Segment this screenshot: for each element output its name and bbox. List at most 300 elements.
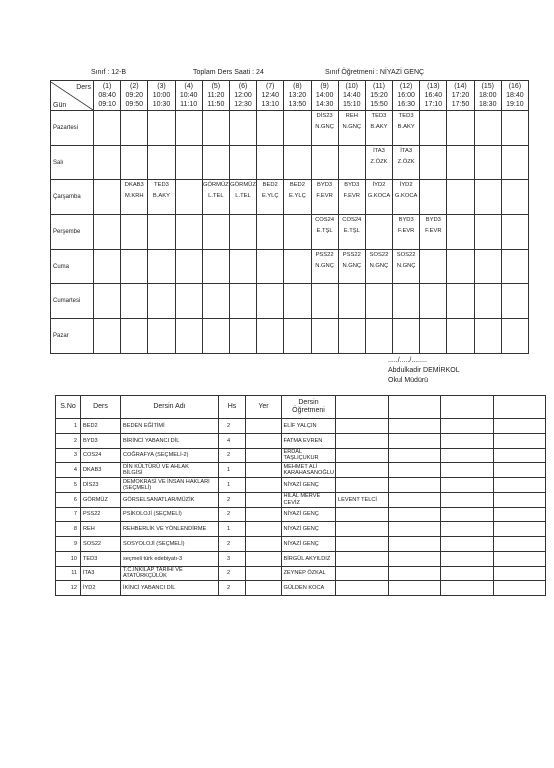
- period-header: [311, 81, 338, 111]
- period-header: [257, 81, 284, 111]
- course-extra-cell: [441, 463, 494, 478]
- period-number: (8): [293, 83, 302, 90]
- lesson-cell: [121, 249, 148, 284]
- course-row: [56, 448, 546, 463]
- period-end-time: 14:30: [315, 101, 334, 108]
- course-teacher-2: [336, 537, 389, 552]
- lesson-code: BYD3: [317, 182, 333, 189]
- period-number: (13): [427, 83, 440, 90]
- lesson-teacher: Z.ÖZK: [397, 158, 415, 165]
- lesson-cell: [447, 319, 474, 354]
- course-code: İYD2: [81, 581, 121, 596]
- course-name: BİRİNCİ YABANCI DİL: [121, 433, 219, 448]
- course-row: [56, 507, 546, 522]
- period-end-time: 10:30: [152, 101, 171, 108]
- lesson-cell: [338, 284, 365, 319]
- lesson-cell: [229, 249, 256, 284]
- period-header: [284, 81, 311, 111]
- lesson-cell: [202, 180, 229, 215]
- period-start-time: 15:20: [370, 92, 388, 99]
- course-extra-cell: [388, 433, 441, 448]
- lesson-code: BYD3: [398, 217, 414, 224]
- course-teacher-2: [336, 522, 389, 537]
- course-teacher-2: [336, 419, 389, 434]
- course-hours: 1: [219, 522, 246, 537]
- course-extra-cell: [493, 478, 546, 493]
- lesson-cell: [229, 145, 256, 180]
- lesson-cell: [447, 215, 474, 250]
- course-number: 7: [56, 507, 81, 522]
- corner-label-days: Gün: [53, 101, 67, 109]
- course-teacher-2: [336, 448, 389, 463]
- lesson-code: BED2: [262, 182, 278, 189]
- lesson-code: GÖRMÜZ: [202, 182, 229, 189]
- lesson-cell: [393, 319, 420, 354]
- course-extra-cell: [493, 551, 546, 566]
- day-row: [51, 284, 529, 319]
- course-hours: 2: [219, 448, 246, 463]
- lesson-cell: [148, 249, 175, 284]
- lesson-cell: [474, 145, 501, 180]
- day-label: Cuma: [51, 249, 94, 284]
- lesson-cell: [338, 111, 365, 146]
- lesson-code: SOS22: [396, 251, 416, 258]
- lesson-cell: [474, 111, 501, 146]
- period-end-time: 15:50: [370, 101, 388, 108]
- period-start-time: 14:40: [343, 92, 361, 99]
- lesson-cell: [257, 249, 284, 284]
- period-end-time: 16:30: [397, 101, 415, 108]
- total-hours-label: Toplam Ders Saati :: [193, 69, 255, 76]
- lesson-teacher: F.EVR: [343, 193, 360, 200]
- lesson-cell: [501, 180, 528, 215]
- lesson-code: PSS22: [315, 251, 334, 258]
- course-number: 3: [56, 448, 81, 463]
- class-label: Sınıf :: [91, 69, 110, 76]
- course-row: [56, 463, 546, 478]
- lesson-cell: [94, 284, 121, 319]
- lesson-teacher: B.AKY: [370, 124, 388, 130]
- signature-block: [388, 356, 460, 386]
- period-header: [365, 81, 392, 111]
- lesson-code: REH: [345, 113, 358, 119]
- lesson-cell: [148, 215, 175, 250]
- lesson-cell: [257, 215, 284, 250]
- course-extra-cell: [388, 507, 441, 522]
- course-room: [246, 507, 282, 522]
- lesson-cell: [447, 249, 474, 284]
- lesson-teacher: N.GNÇ: [315, 262, 334, 269]
- course-teacher: NİYAZİ GENÇ: [282, 478, 336, 493]
- lesson-cell: [121, 180, 148, 215]
- lesson-code: BED2: [289, 182, 305, 189]
- lesson-cell: [202, 249, 229, 284]
- day-row: [51, 180, 529, 215]
- course-hours: 1: [219, 478, 246, 493]
- lesson-code: İYD2: [399, 182, 413, 189]
- course-extra-cell: [493, 492, 546, 507]
- lesson-cell: [311, 145, 338, 180]
- lesson-cell: [202, 319, 229, 354]
- course-teacher-2: [336, 433, 389, 448]
- period-end-time: 13:50: [288, 101, 307, 108]
- period-start-time: 13:20: [288, 92, 307, 99]
- course-row: [56, 566, 546, 581]
- period-end-time: 13:10: [261, 101, 279, 108]
- lesson-cell: [420, 249, 447, 284]
- course-extra-cell: [441, 581, 494, 596]
- period-end-time: 17:50: [451, 101, 470, 108]
- course-extra-cell: [493, 433, 546, 448]
- lesson-cell: [393, 249, 420, 284]
- lesson-cell: [175, 215, 202, 250]
- lesson-cell: [365, 215, 392, 250]
- lesson-teacher: F.EVR: [397, 228, 415, 235]
- course-extra-cell: [388, 551, 441, 566]
- period-start-time: 16:40: [424, 92, 443, 99]
- course-number: 4: [56, 463, 81, 478]
- course-extra-cell: [388, 463, 441, 478]
- lesson-cell: [420, 215, 447, 250]
- lesson-cell: [474, 215, 501, 250]
- lesson-code: GÖRMÜZ: [230, 182, 256, 189]
- course-code: REH: [81, 522, 121, 537]
- course-teacher-2: [336, 463, 389, 478]
- header-extra: [493, 396, 546, 419]
- class-info: [91, 68, 126, 78]
- course-extra-cell: [441, 537, 494, 552]
- day-label: Pazartesi: [51, 111, 94, 146]
- period-start-time: 16:00: [397, 92, 415, 99]
- course-extra-cell: [493, 581, 546, 596]
- lesson-cell: [474, 180, 501, 215]
- lesson-code: COS24: [315, 217, 335, 224]
- course-hours: 1: [219, 463, 246, 478]
- lesson-code: TED3: [154, 182, 169, 189]
- lesson-cell: [501, 215, 528, 250]
- course-row: [56, 492, 546, 507]
- period-header: [474, 81, 501, 111]
- course-hours: 4: [219, 433, 246, 448]
- course-extra-cell: [388, 419, 441, 434]
- course-name: DEMOKRASİ VE İNSAN HAKLARI (SEÇMELİ): [121, 478, 219, 493]
- course-hours: 2: [219, 507, 246, 522]
- course-number: 10: [56, 551, 81, 566]
- course-name: İKİNCİ YABANCI DİL: [121, 581, 219, 596]
- lesson-cell: [94, 319, 121, 354]
- lesson-cell: [229, 215, 256, 250]
- principal-name: Abdulkadir DEMİRKOL: [388, 367, 460, 374]
- lesson-cell: [175, 145, 202, 180]
- total-hours-value: 24: [256, 69, 264, 76]
- period-start-time: 12:40: [261, 92, 279, 99]
- course-row: [56, 478, 546, 493]
- period-end-time: 18:30: [478, 101, 497, 108]
- lesson-code: TED3: [371, 113, 387, 119]
- course-teacher: ELİF YALÇIN: [282, 419, 336, 434]
- lesson-cell: [420, 145, 447, 180]
- lesson-cell: [338, 145, 365, 180]
- course-name: BEDEN EĞİTİMİ: [121, 419, 219, 434]
- period-number: (3): [157, 83, 166, 90]
- lesson-code: COS24: [342, 217, 362, 224]
- period-start-time: 10:00: [152, 92, 171, 99]
- lesson-cell: [365, 111, 392, 146]
- course-teacher: NİYAZİ GENÇ: [282, 507, 336, 522]
- period-start-time: 08:40: [98, 92, 116, 99]
- course-name: REHBERLİK VE YÖNLENDİRME: [121, 522, 219, 537]
- period-header: [501, 81, 528, 111]
- course-teacher-2: [336, 478, 389, 493]
- lesson-teacher: N.GNÇ: [315, 124, 334, 130]
- course-extra-cell: [441, 492, 494, 507]
- lesson-cell: [94, 249, 121, 284]
- period-header: [121, 81, 148, 111]
- period-header: [175, 81, 202, 111]
- course-row: [56, 581, 546, 596]
- course-code: PSS22: [81, 507, 121, 522]
- lesson-code: İTA3: [400, 147, 413, 154]
- day-label: Pazar: [51, 319, 94, 354]
- period-number: (4): [184, 83, 193, 90]
- course-list-body: [56, 419, 546, 596]
- period-header: [420, 81, 447, 111]
- period-number: (9): [320, 83, 329, 90]
- lesson-cell: [501, 249, 528, 284]
- course-number: 11: [56, 566, 81, 581]
- course-room: [246, 463, 282, 478]
- period-number: (10): [345, 83, 358, 90]
- lesson-teacher: Z.ÖZK: [370, 158, 388, 165]
- lesson-cell: [229, 319, 256, 354]
- course-hours: 2: [219, 492, 246, 507]
- lesson-cell: [311, 111, 338, 146]
- period-header: [94, 81, 121, 111]
- course-teacher: NİYAZİ GENÇ: [282, 522, 336, 537]
- lesson-teacher: B.AKY: [152, 193, 170, 200]
- lesson-cell: [393, 111, 420, 146]
- course-code: GÖRMÜZ: [81, 492, 121, 507]
- lesson-code: İYD2: [372, 182, 386, 189]
- course-room: [246, 566, 282, 581]
- lesson-cell: [94, 145, 121, 180]
- day-row: [51, 319, 529, 354]
- lesson-cell: [311, 319, 338, 354]
- course-extra-cell: [493, 566, 546, 581]
- period-number: (1): [102, 83, 112, 90]
- course-room: [246, 537, 282, 552]
- period-end-time: 15:10: [343, 101, 361, 108]
- total-hours-info: [193, 68, 264, 78]
- course-extra-cell: [441, 551, 494, 566]
- class-teacher-value: NİYAZİ GENÇ: [379, 69, 425, 76]
- lesson-cell: [175, 249, 202, 284]
- course-teacher-2: LEVENT TELCİ: [336, 492, 389, 507]
- weekly-timetable: [50, 80, 529, 354]
- class-value: 12-B: [111, 69, 127, 76]
- lesson-cell: [420, 284, 447, 319]
- period-header: [229, 81, 256, 111]
- header-extra: [388, 396, 441, 419]
- lesson-cell: [284, 249, 311, 284]
- course-row: [56, 433, 546, 448]
- lesson-cell: [447, 284, 474, 319]
- course-teacher-2: [336, 566, 389, 581]
- course-code: BED2: [81, 419, 121, 434]
- course-name: T.C.İNKILAP TARİHİ VE ATATÜRKÇÜLÜK: [121, 566, 219, 581]
- lesson-teacher: N.GNÇ: [342, 262, 362, 269]
- lesson-cell: [420, 180, 447, 215]
- course-name: seçmeli türk edebiyatı-3: [121, 551, 219, 566]
- course-hours: 2: [219, 581, 246, 596]
- course-extra-cell: [441, 507, 494, 522]
- lesson-cell: [94, 180, 121, 215]
- course-number: 2: [56, 433, 81, 448]
- course-extra-cell: [493, 463, 546, 478]
- lesson-teacher: M.KRH: [124, 193, 144, 200]
- lesson-cell: [311, 249, 338, 284]
- course-number: 9: [56, 537, 81, 552]
- course-name: PSİKOLOJİ (SEÇMELİ): [121, 507, 219, 522]
- lesson-cell: [94, 111, 121, 146]
- period-start-time: 09:20: [125, 92, 144, 99]
- course-hours: 2: [219, 537, 246, 552]
- lesson-teacher: E.TŞL: [316, 228, 333, 235]
- course-number: 5: [56, 478, 81, 493]
- lesson-cell: [284, 215, 311, 250]
- day-label: Cumartesi: [51, 284, 94, 319]
- course-extra-cell: [388, 581, 441, 596]
- lesson-cell: [284, 145, 311, 180]
- lesson-cell: [365, 180, 392, 215]
- period-number: (16): [508, 83, 522, 90]
- lesson-teacher: E.TŞL: [343, 228, 360, 235]
- lesson-cell: [284, 319, 311, 354]
- lesson-cell: [202, 284, 229, 319]
- course-code: SOS22: [81, 537, 121, 552]
- course-code: DKAB3: [81, 463, 121, 478]
- course-teacher-2: [336, 551, 389, 566]
- lesson-cell: [474, 284, 501, 319]
- course-teacher: GÜLDEN KOCA: [282, 581, 336, 596]
- lesson-cell: [501, 111, 528, 146]
- lesson-cell: [393, 180, 420, 215]
- course-extra-cell: [388, 492, 441, 507]
- course-extra-cell: [388, 448, 441, 463]
- header-code: Ders: [81, 396, 121, 419]
- period-number: (5): [211, 83, 221, 90]
- lesson-cell: [501, 284, 528, 319]
- lesson-cell: [311, 284, 338, 319]
- period-start-time: 17:20: [451, 92, 470, 99]
- lesson-cell: [284, 111, 311, 146]
- lesson-teacher: L.TEL: [235, 193, 251, 200]
- lesson-cell: [311, 215, 338, 250]
- period-start-time: 11:20: [207, 92, 225, 99]
- course-row: [56, 522, 546, 537]
- lesson-cell: [501, 145, 528, 180]
- lesson-code: DİS23: [316, 113, 333, 119]
- lesson-teacher: F.EVR: [316, 193, 333, 200]
- course-extra-cell: [441, 419, 494, 434]
- course-name: GÖRSELSANATLAR/MÜZİK: [121, 492, 219, 507]
- period-end-time: 19:10: [506, 101, 524, 108]
- period-header: [393, 81, 420, 111]
- lesson-cell: [148, 284, 175, 319]
- day-label: Perşembe: [51, 215, 94, 250]
- lesson-cell: [121, 215, 148, 250]
- lesson-teacher: B.AKY: [397, 124, 415, 130]
- period-start-time: 18:00: [478, 92, 497, 99]
- period-header: [447, 81, 474, 111]
- course-name: SOSYOLOJİ (SEÇMELİ): [121, 537, 219, 552]
- day-row: [51, 215, 529, 250]
- lesson-code: DKAB3: [124, 182, 144, 189]
- course-code: TED3: [81, 551, 121, 566]
- course-header-row: [56, 396, 546, 419]
- period-start-time: 12:00: [234, 92, 252, 99]
- lesson-cell: [284, 180, 311, 215]
- lesson-teacher: G.KOCA: [367, 193, 391, 200]
- course-code: DİS23: [81, 478, 121, 493]
- course-extra-cell: [441, 448, 494, 463]
- lesson-cell: [175, 180, 202, 215]
- period-number: (2): [130, 83, 139, 90]
- header-room: Yer: [246, 396, 282, 419]
- lesson-cell: [121, 284, 148, 319]
- lesson-cell: [175, 111, 202, 146]
- course-teacher: FATMA EVREN: [282, 433, 336, 448]
- lesson-cell: [121, 111, 148, 146]
- lesson-cell: [257, 284, 284, 319]
- lesson-cell: [229, 284, 256, 319]
- lesson-cell: [474, 319, 501, 354]
- lesson-cell: [175, 284, 202, 319]
- header-extra: [336, 396, 389, 419]
- course-code: İTA3: [81, 566, 121, 581]
- corner-cell: [51, 81, 94, 111]
- day-label: Çarşamba: [51, 180, 94, 215]
- course-hours: 2: [219, 566, 246, 581]
- course-extra-cell: [493, 448, 546, 463]
- lesson-cell: [94, 215, 121, 250]
- lesson-cell: [148, 319, 175, 354]
- lesson-teacher: F.EVR: [425, 228, 442, 235]
- period-number: (14): [454, 83, 467, 90]
- lesson-teacher: G.KOCA: [394, 193, 418, 200]
- period-start-time: 10:40: [179, 92, 198, 99]
- lesson-cell: [447, 180, 474, 215]
- principal-title: Okul Müdürü: [388, 377, 429, 384]
- course-row: [56, 419, 546, 434]
- lesson-cell: [202, 145, 229, 180]
- lesson-cell: [202, 111, 229, 146]
- timetable-body: [51, 111, 529, 354]
- lesson-cell: [365, 319, 392, 354]
- period-number: (11): [373, 83, 385, 90]
- lesson-teacher: N.GNÇ: [369, 262, 389, 269]
- lesson-cell: [257, 180, 284, 215]
- course-room: [246, 581, 282, 596]
- lesson-cell: [175, 319, 202, 354]
- course-extra-cell: [493, 507, 546, 522]
- lesson-teacher: L.TEL: [208, 193, 224, 200]
- lesson-code: BYD3: [344, 182, 360, 189]
- period-header-row: [51, 81, 529, 111]
- course-teacher-2: [336, 507, 389, 522]
- lesson-cell: [148, 145, 175, 180]
- course-extra-cell: [441, 566, 494, 581]
